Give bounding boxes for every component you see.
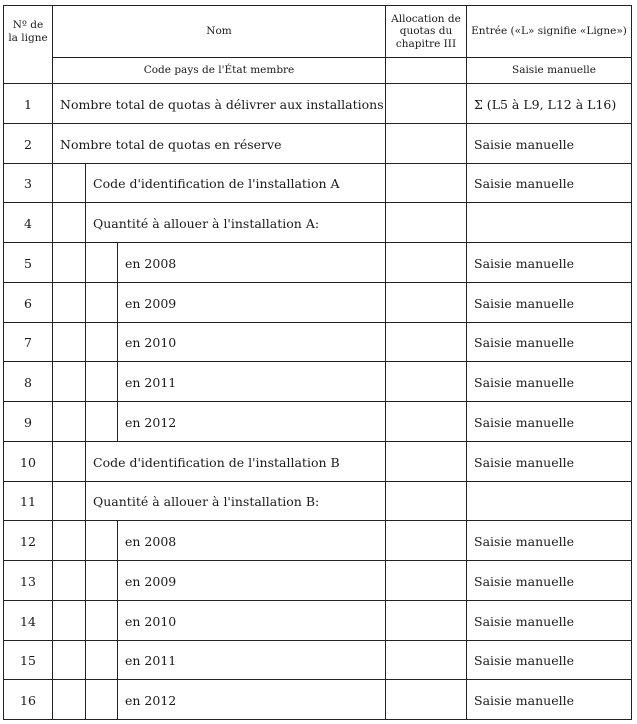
row-name: Quantité à allouer à l'installation B:	[93, 494, 320, 509]
line-number: 12	[20, 533, 36, 549]
row-name: Nombre total de quotas en réserve	[60, 136, 282, 152]
row-name: en 2008	[125, 255, 177, 271]
row-name: Code d'identification de l'installation A	[93, 176, 340, 191]
row-entry: Saisie manuelle	[474, 374, 574, 390]
header-name: Nom	[206, 25, 232, 38]
row-entry: Saisie manuelle	[474, 454, 574, 470]
row-name: Code d'identification de l'installation B	[93, 454, 340, 470]
indent-divider	[85, 601, 86, 641]
indent-divider	[85, 521, 86, 561]
row-name: en 2008	[125, 533, 177, 549]
indent-divider	[85, 243, 86, 283]
line-number: 2	[24, 136, 32, 152]
row-name: en 2011	[125, 653, 177, 668]
subheader-entry: Saisie manuelle	[512, 64, 596, 77]
header-line-number: Nº de la ligne	[8, 19, 48, 44]
line-number: 6	[24, 295, 32, 311]
row-entry	[467, 482, 631, 521]
line-number: 4	[24, 215, 32, 231]
row-name: en 2010	[125, 613, 177, 629]
row-name: en 2009	[125, 573, 177, 589]
row-name: en 2011	[125, 374, 177, 390]
indent-divider	[85, 680, 86, 720]
row-entry: Saisie manuelle	[474, 335, 574, 350]
table-border-right	[631, 5, 632, 720]
row-entry: Saisie manuelle	[474, 136, 574, 152]
row-entry: Saisie manuelle	[474, 692, 574, 708]
line-number: 15	[20, 653, 36, 668]
line-number: 16	[20, 692, 36, 708]
line-number: 13	[20, 573, 36, 589]
row-entry: Saisie manuelle	[474, 176, 574, 191]
subheader-country-code: Code pays de l'État membre	[143, 64, 295, 77]
line-number: 14	[20, 613, 36, 629]
row-entry: Σ (L5 à L9, L12 à L16)	[474, 96, 617, 112]
row-name: en 2012	[125, 414, 177, 430]
table-border-top	[3, 5, 632, 6]
row-entry: Saisie manuelle	[474, 653, 574, 668]
indent-divider	[85, 641, 86, 680]
row-entry: Saisie manuelle	[474, 255, 574, 271]
indent-divider	[85, 561, 86, 601]
indent-divider	[85, 362, 86, 402]
line-number: 3	[24, 176, 32, 191]
row-entry: Saisie manuelle	[474, 295, 574, 311]
allocation-table	[3, 5, 632, 720]
line-number: 11	[20, 494, 36, 509]
row-entry: Saisie manuelle	[474, 573, 574, 589]
header-entry: Entrée («L» signifie «Ligne»)	[471, 25, 627, 38]
line-number: 10	[20, 454, 36, 470]
row-name: en 2009	[125, 295, 177, 311]
header-allocation: Allocation de quotas du chapitre III	[391, 13, 461, 50]
row-name: en 2010	[125, 335, 177, 350]
indent-divider	[85, 402, 86, 442]
row-entry	[467, 203, 631, 243]
row-entry: Saisie manuelle	[474, 414, 574, 430]
line-number: 5	[24, 255, 32, 271]
line-number: 1	[24, 96, 32, 112]
line-number: 8	[24, 374, 32, 390]
row-entry: Saisie manuelle	[474, 613, 574, 629]
row-name: en 2012	[125, 692, 177, 708]
row-name: Quantité à allouer à l'installation A:	[93, 215, 320, 231]
column-divider	[385, 5, 386, 720]
row-divider	[52, 57, 632, 58]
indent-divider	[85, 323, 86, 362]
line-number: 9	[24, 414, 32, 430]
indent-divider	[85, 283, 86, 323]
row-name: Nombre total de quotas à délivrer aux installations	[60, 96, 384, 112]
line-number: 7	[24, 335, 32, 350]
row-entry: Saisie manuelle	[474, 533, 574, 549]
